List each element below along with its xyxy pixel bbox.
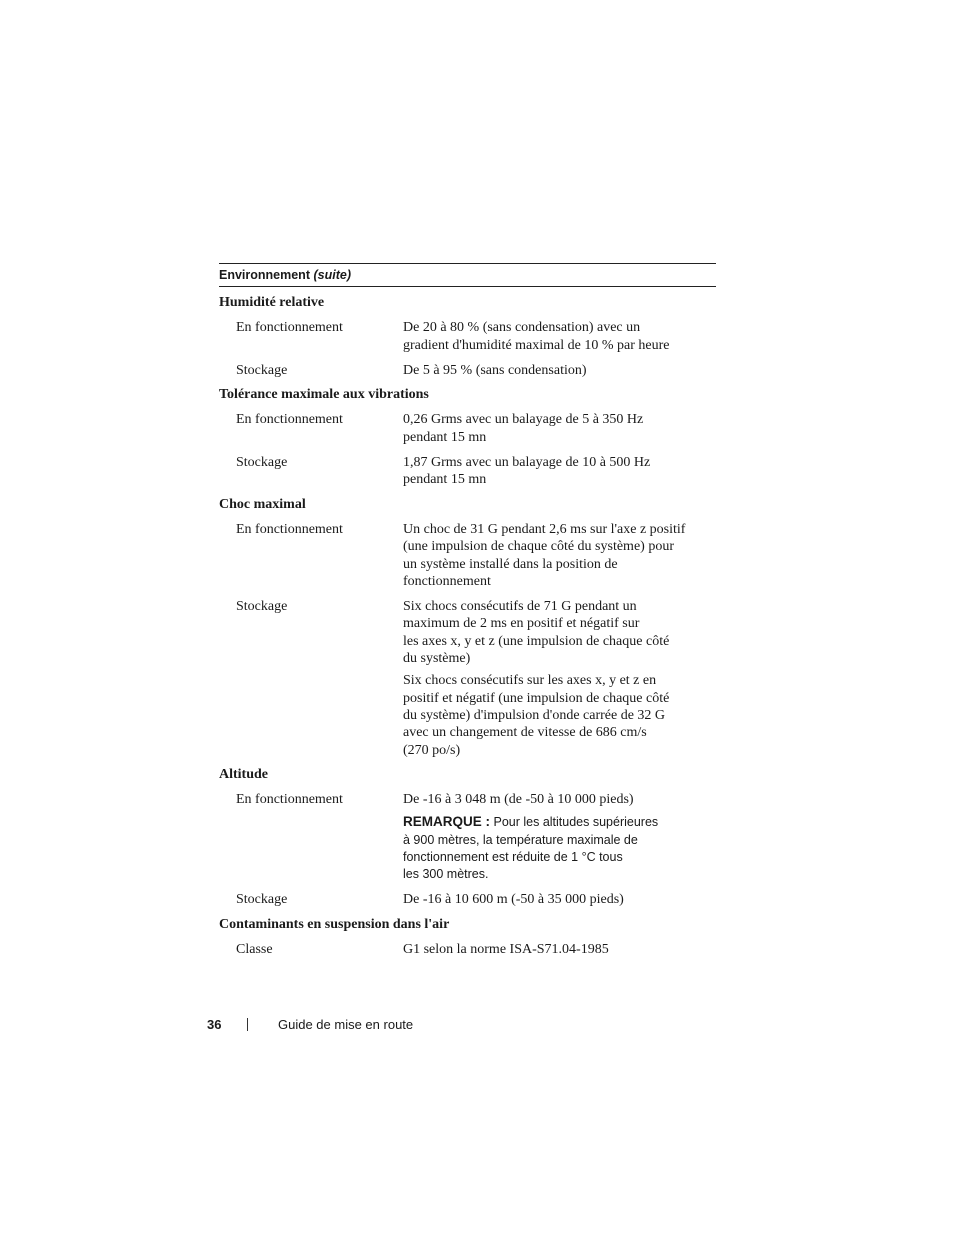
value-line: G1 selon la norme ISA-S71.04-1985: [403, 941, 609, 957]
note-label: REMARQUE :: [403, 814, 490, 830]
table-header: [219, 263, 716, 287]
section-title: Humidité relative: [219, 295, 325, 310]
value-line: pendant 15 mn: [403, 472, 487, 488]
row-value: [403, 791, 716, 883]
value-paragraph: [403, 941, 716, 958]
table-row: [219, 941, 716, 958]
row-value: [403, 598, 716, 759]
value-line: (270 po/s): [403, 742, 461, 758]
row-value: [403, 521, 716, 590]
note-line: les 300 mètres.: [403, 867, 489, 882]
value-line: Un choc de 31 G pendant 2,6 ms sur l'axe z positif: [403, 521, 686, 537]
row-label: En fonctionnement: [236, 792, 343, 808]
value-paragraph: [403, 891, 716, 908]
table-row: [219, 521, 716, 590]
table-row: [219, 362, 716, 379]
row-label: En fonctionnement: [236, 320, 343, 336]
value-line: avec un changement de vitesse de 686 cm/s: [403, 725, 647, 741]
value-line: Six chocs consécutifs de 71 G pendant un: [403, 599, 637, 615]
value-line: gradient d'humidité maximal de 10 % par heure: [403, 337, 670, 353]
table-row: [219, 791, 716, 883]
value-line: pendant 15 mn: [403, 429, 487, 445]
value-line: maximum de 2 ms en positif et négatif sur: [403, 616, 640, 632]
value-line: De -16 à 3 048 m (de -50 à 10 000 pieds): [403, 792, 634, 808]
remarque-note: [403, 813, 716, 883]
note-line: fonctionnement est réduite de 1 °C tous: [403, 849, 623, 864]
row-value: [403, 941, 716, 958]
value-line: du système) d'impulsion d'onde carrée de 32 G: [403, 707, 666, 723]
table-title-suffix: (suite): [313, 268, 351, 282]
value-line: (une impulsion de chaque côté du système) pour: [403, 539, 674, 555]
value-line: De 5 à 95 % (sans condensation): [403, 362, 587, 378]
value-line: un système installé dans la position de: [403, 556, 618, 572]
value-line: positif et négatif (une impulsion de chaque côté: [403, 690, 670, 706]
value-paragraph: [403, 454, 716, 489]
section-title: Altitude: [219, 766, 268, 782]
row-label: Stockage: [236, 362, 288, 378]
value-line: De 20 à 80 % (sans condensation) avec un: [403, 320, 641, 336]
value-paragraph: [403, 791, 716, 808]
row-value: [403, 454, 716, 489]
row-value: [403, 411, 716, 446]
row-value: [403, 891, 716, 908]
value-paragraph: [403, 521, 716, 590]
row-label: Classe: [236, 941, 273, 957]
row-label: En fonctionnement: [236, 521, 343, 537]
row-value: [403, 362, 716, 379]
table-row: [219, 454, 716, 489]
row-label: Stockage: [236, 455, 288, 471]
section-title: Contaminants en suspension dans l'air: [219, 916, 450, 932]
footer-title: Guide de mise en route: [278, 1017, 414, 1032]
value-line: fonctionnement: [403, 573, 491, 589]
section-title: Tolérance maximale aux vibrations: [219, 387, 429, 403]
table-row: [219, 598, 716, 759]
value-line: 0,26 Grms avec un balayage de 5 à 350 Hz: [403, 412, 644, 428]
note-line: à 900 mètres, la température maximale de: [403, 832, 638, 847]
value-paragraph: [403, 672, 716, 758]
value-line: Six chocs consécutifs sur les axes x, y et z en: [403, 673, 657, 689]
value-line: du système): [403, 651, 471, 667]
environment-spec-table: [219, 263, 716, 958]
table-body: [219, 294, 716, 958]
page-number: 36: [207, 1017, 222, 1032]
table-row: [219, 319, 716, 354]
footer-separator: [247, 1018, 248, 1031]
value-line: 1,87 Grms avec un balayage de 10 à 500 Hz: [403, 455, 651, 471]
table-title: Environnement: [219, 268, 310, 282]
value-line: les axes x, y et z (une impulsion de chaque côté: [403, 633, 670, 649]
value-paragraph: [403, 319, 716, 354]
value-paragraph: [403, 362, 716, 379]
row-label: Stockage: [236, 892, 288, 908]
note-line: Pour les altitudes supérieures: [493, 815, 659, 830]
table-row: [219, 411, 716, 446]
table-row: [219, 891, 716, 908]
row-label: En fonctionnement: [236, 412, 343, 428]
row-label: Stockage: [236, 599, 288, 615]
row-value: [403, 319, 716, 354]
value-line: De -16 à 10 600 m (-50 à 35 000 pieds): [403, 892, 624, 908]
value-paragraph: [403, 411, 716, 446]
value-paragraph: [403, 598, 716, 667]
section-title: Choc maximal: [219, 496, 306, 512]
